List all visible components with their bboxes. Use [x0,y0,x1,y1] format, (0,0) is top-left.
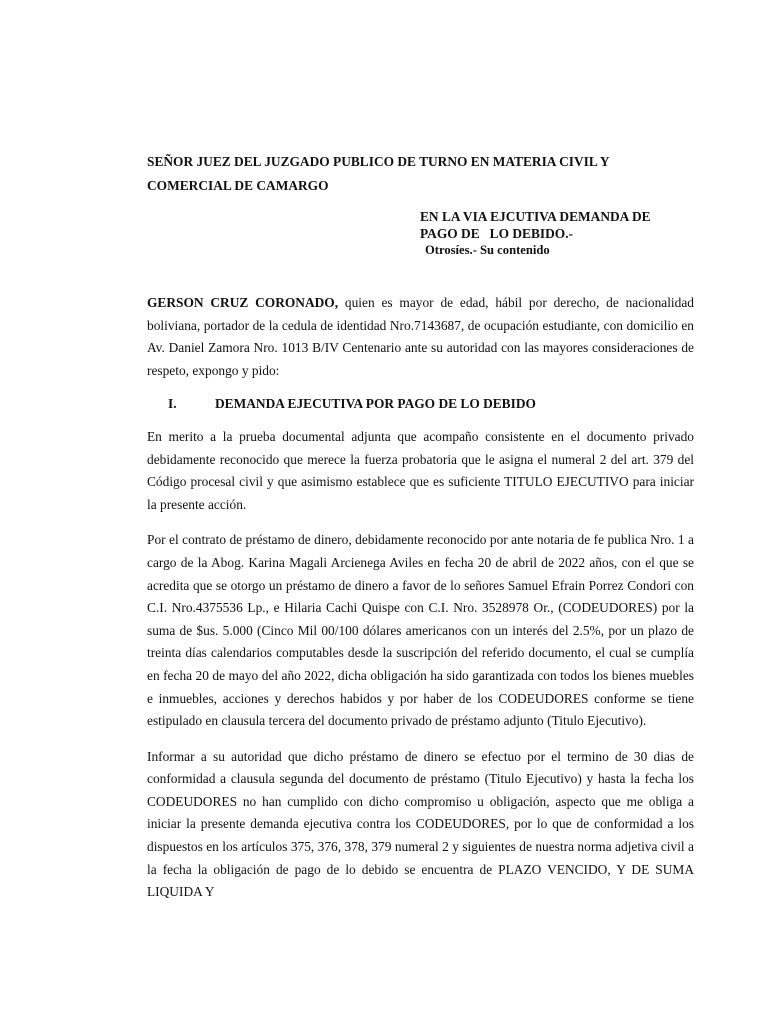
intro-text: quien es mayor de edad, hábil por derecho, de nacionalidad boliviana, portador de la cedula de identidad Nro.7143687, de ocupación estudiante, con domicilio en Av. Daniel Zamora Nro. 1013 B/IV Centenario ante su autoridad con las mayores consideraciones de respeto, expongo y pido: [147,295,694,378]
document-body [147,292,694,917]
subject-otrosies: Otrosíes.- Su contenido [425,243,550,257]
addressee-line-1: SEÑOR JUEZ DEL JUZGADO PUBLICO DE TURNO EN MATERIA CIVIL Y [147,154,610,169]
subject-line-1: EN LA VIA EJCUTIVA DEMANDA DE [420,209,651,224]
section-heading [147,393,694,416]
addressee-line-2: COMERCIAL DE CAMARGO [147,178,329,193]
paragraph-3: Informar a su autoridad que dicho préstamo de dinero se efectuo por el termino de 30 dias de conformidad a clausula segunda del documento de préstamo (Titulo Ejecutivo) y hasta la fecha los CODEUDORES no han cumplido con dicho compromiso u obligación, aspecto que me obliga a iniciar la presente demanda ejecutiva contra los CODEUDORES, por lo que de conformidad a los dispuestos en los artículos 375, 376, 378, 379 numeral 2 y siguientes de nuestra norma adjetiva civil a la fecha la obligación de pago de lo debido se encuentra de PLAZO VENCIDO, Y DE SUMA LIQUIDA Y [147,748,694,900]
petitioner-name: GERSON CRUZ CORONADO, [147,295,339,310]
intro-paragraph [147,292,694,382]
paragraph-2: Por el contrato de préstamo de dinero, debidamente reconocido por ante notaria de fe publica Nro. 1 a cargo de la Abog. Karina Magali Arcienega Aviles en fecha 20 de abril de 2022 años, con el que se acredita que se otorgo un préstamo de dinero a favor de lo señores Samuel Efrain Porrez Condori con C.I. Nro.4375536 Lp., e Hilaria Cachi Quispe con C.I. Nro. 3528978 Or., (CODEUDORES) por la suma de $us. 5.000 (Cinco Mil 00/100 dólares americanos con un interés del 2.5%, por un plazo de treinta días calendarios computables desde la suscripción del referido documento, el cual se cumplía en fecha 20 de mayo del año 2022, dicha obligación ha sido garantizada con todos los bienes muebles e inmuebles, acciones y derechos habidos y por haber de los CODEUDORES conforme se tiene estipulado en clausula tercera del documento privado de préstamo adjunto (Titulo Ejecutivo). [147,532,694,729]
section-number: I. [168,396,177,412]
paragraph-1: En merito a la prueba documental adjunta que acompaño consistente en el documento privado debidamente reconocido que merece la fuerza probatoria que le asigna el numeral 2 del art. 379 del Código procesal civil y que asimismo establece que es suficiente TITULO EJECUTIVO para iniciar la presente acción. [147,428,694,512]
section-title: DEMANDA EJECUTIVA POR PAGO DE LO DEBIDO [215,396,536,412]
subject-line-2: PAGO DE LO DEBIDO.- [420,226,574,241]
subject-block [420,208,720,259]
addressee-heading [147,150,707,198]
